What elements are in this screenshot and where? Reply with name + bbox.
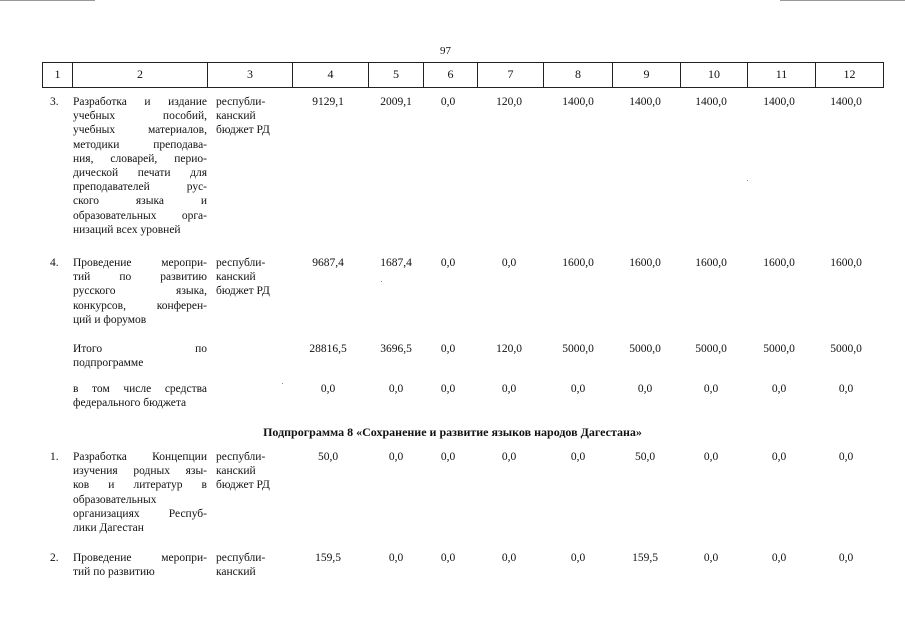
row-number: 1. (50, 451, 59, 463)
row-value-col-4: 0,0 (320, 383, 336, 395)
desc-line: образовательных орга- (73, 209, 207, 222)
page-number: 97 (440, 45, 451, 57)
table-header-bottom-border (42, 87, 884, 88)
src-line: республи- (216, 552, 266, 564)
row-funding-source (216, 450, 296, 493)
desc-line: тий по развитию (73, 566, 155, 579)
desc-line: изучения родных язы- (73, 465, 207, 478)
desc-line: Итого по (73, 343, 207, 355)
row-value-col-6: 0,0 (440, 552, 456, 564)
row-value-col-4: 9129,1 (312, 96, 344, 108)
src-line: республи- (216, 257, 266, 269)
row-description (73, 382, 207, 410)
row-description (73, 256, 207, 327)
row-value-col-7: 120,0 (496, 96, 522, 108)
row-description (73, 342, 207, 370)
header-col-10: 10 (680, 62, 747, 87)
row-value-col-6: 0,0 (440, 343, 456, 355)
desc-line: Разработка и издание (73, 96, 207, 108)
desc-line: низаций всех уровней (73, 223, 181, 236)
header-col-7: 7 (477, 62, 543, 87)
scan-speck (381, 281, 382, 282)
row-value-col-9: 159,5 (632, 552, 658, 564)
desc-line: организациях Респуб- (73, 507, 207, 520)
desc-line: учебных материалов, (73, 124, 207, 137)
desc-line: учебных пособий, (73, 110, 207, 123)
row-value-col-11: 0,0 (771, 383, 787, 395)
row-value-col-11: 1600,0 (763, 257, 795, 269)
row-value-col-8: 0,0 (570, 451, 586, 463)
src-line: канский (216, 110, 256, 123)
header-col-8: 8 (543, 62, 612, 87)
row-value-col-10: 0,0 (703, 383, 719, 395)
row-value-col-8: 0,0 (570, 552, 586, 564)
desc-line: методики преподава- (73, 138, 207, 151)
src-line: канский (216, 271, 256, 284)
src-line: канский (216, 566, 256, 579)
desc-line: Проведение меропри- (73, 257, 207, 269)
header-col-9: 9 (612, 62, 680, 87)
row-value-col-8: 0,0 (570, 383, 586, 395)
row-value-col-10: 0,0 (703, 552, 719, 564)
desc-line: образовательных (73, 493, 157, 506)
row-value-col-9: 50,0 (634, 451, 656, 463)
src-line: республи- (216, 451, 266, 463)
desc-line: Разработка Концепции (73, 451, 207, 463)
src-line: бюджет РД (216, 124, 270, 137)
header-col-4: 4 (292, 62, 368, 87)
row-value-col-5: 0,0 (388, 383, 404, 395)
desc-line: конкурсов, конферен- (73, 299, 207, 312)
row-value-col-11: 1400,0 (763, 96, 795, 108)
row-value-col-5: 3696,5 (380, 343, 412, 355)
row-value-col-10: 0,0 (703, 451, 719, 463)
row-value-col-12: 5000,0 (830, 343, 862, 355)
desc-line: тий по развитию (73, 271, 207, 284)
desc-line: преподавателей рус- (73, 181, 207, 194)
row-value-col-9: 1600,0 (629, 257, 661, 269)
src-line: бюджет РД (216, 285, 270, 298)
row-value-col-11: 0,0 (771, 451, 787, 463)
src-line: бюджет РД (216, 479, 270, 492)
row-value-col-6: 0,0 (440, 96, 456, 108)
row-value-col-8: 1600,0 (562, 257, 594, 269)
desc-line: дической печати для (73, 167, 207, 180)
row-value-col-11: 0,0 (771, 552, 787, 564)
row-value-col-6: 0,0 (440, 451, 456, 463)
src-line: канский (216, 465, 256, 478)
desc-line: ций и форумов (73, 313, 147, 326)
row-value-col-9: 0,0 (637, 383, 653, 395)
header-col-11: 11 (747, 62, 815, 87)
row-funding-source (216, 551, 296, 579)
row-value-col-7: 0,0 (501, 257, 517, 269)
header-col-5: 5 (368, 62, 423, 87)
desc-line: ков и литератур в (73, 479, 207, 492)
row-value-col-7: 0,0 (501, 552, 517, 564)
row-number: 3. (50, 96, 59, 108)
row-value-col-12: 0,0 (838, 552, 854, 564)
desc-line: Проведение меропри- (73, 552, 207, 564)
header-col-12: 12 (815, 62, 884, 87)
header-col-6: 6 (423, 62, 477, 87)
row-value-col-12: 0,0 (838, 383, 854, 395)
desc-line: федерального бюджета (73, 397, 187, 410)
desc-line: лики Дагестан (73, 522, 144, 535)
row-value-col-6: 0,0 (440, 383, 456, 395)
row-value-col-7: 120,0 (496, 343, 522, 355)
row-value-col-4: 28816,5 (309, 343, 347, 355)
row-value-col-8: 1400,0 (562, 96, 594, 108)
scan-edge-line (780, 0, 905, 1)
row-value-col-9: 5000,0 (629, 343, 661, 355)
scan-speck (282, 383, 283, 384)
row-value-col-6: 0,0 (440, 257, 456, 269)
row-value-col-7: 0,0 (501, 451, 517, 463)
header-col-1: 1 (42, 62, 72, 87)
row-value-col-5: 1687,4 (380, 257, 412, 269)
row-number: 2. (50, 552, 59, 564)
header-col-3: 3 (207, 62, 292, 87)
row-value-col-5: 0,0 (388, 552, 404, 564)
src-line: республи- (216, 96, 266, 108)
desc-line: русского языка, (73, 285, 207, 298)
row-value-col-12: 1400,0 (830, 96, 862, 108)
header-col-2: 2 (72, 62, 207, 87)
desc-line: подпрограмме (73, 357, 144, 370)
scan-speck (747, 180, 748, 181)
row-value-col-5: 2009,1 (380, 96, 412, 108)
row-value-col-12: 0,0 (838, 451, 854, 463)
row-description (73, 450, 207, 535)
row-value-col-10: 5000,0 (695, 343, 727, 355)
row-value-col-10: 1600,0 (695, 257, 727, 269)
scan-edge-line (0, 0, 95, 1)
row-value-col-7: 0,0 (501, 383, 517, 395)
row-value-col-12: 1600,0 (830, 257, 862, 269)
row-funding-source (216, 256, 296, 299)
row-value-col-11: 5000,0 (763, 343, 795, 355)
row-value-col-10: 1400,0 (695, 96, 727, 108)
subprogram-title: Подпрограмма 8 «Сохранение и развитие языков народов Дагестана» (263, 425, 642, 439)
row-value-col-9: 1400,0 (629, 96, 661, 108)
row-value-col-4: 159,5 (315, 552, 341, 564)
row-value-col-4: 9687,4 (312, 257, 344, 269)
row-number: 4. (50, 257, 59, 269)
row-value-col-5: 0,0 (388, 451, 404, 463)
row-description (73, 95, 207, 237)
row-description (73, 551, 207, 579)
row-value-col-4: 50,0 (317, 451, 339, 463)
desc-line: ского языка и (73, 195, 207, 208)
row-funding-source (216, 95, 296, 138)
row-value-col-8: 5000,0 (562, 343, 594, 355)
desc-line: в том числе средства (73, 383, 207, 395)
desc-line: ния, словарей, перио- (73, 152, 207, 165)
